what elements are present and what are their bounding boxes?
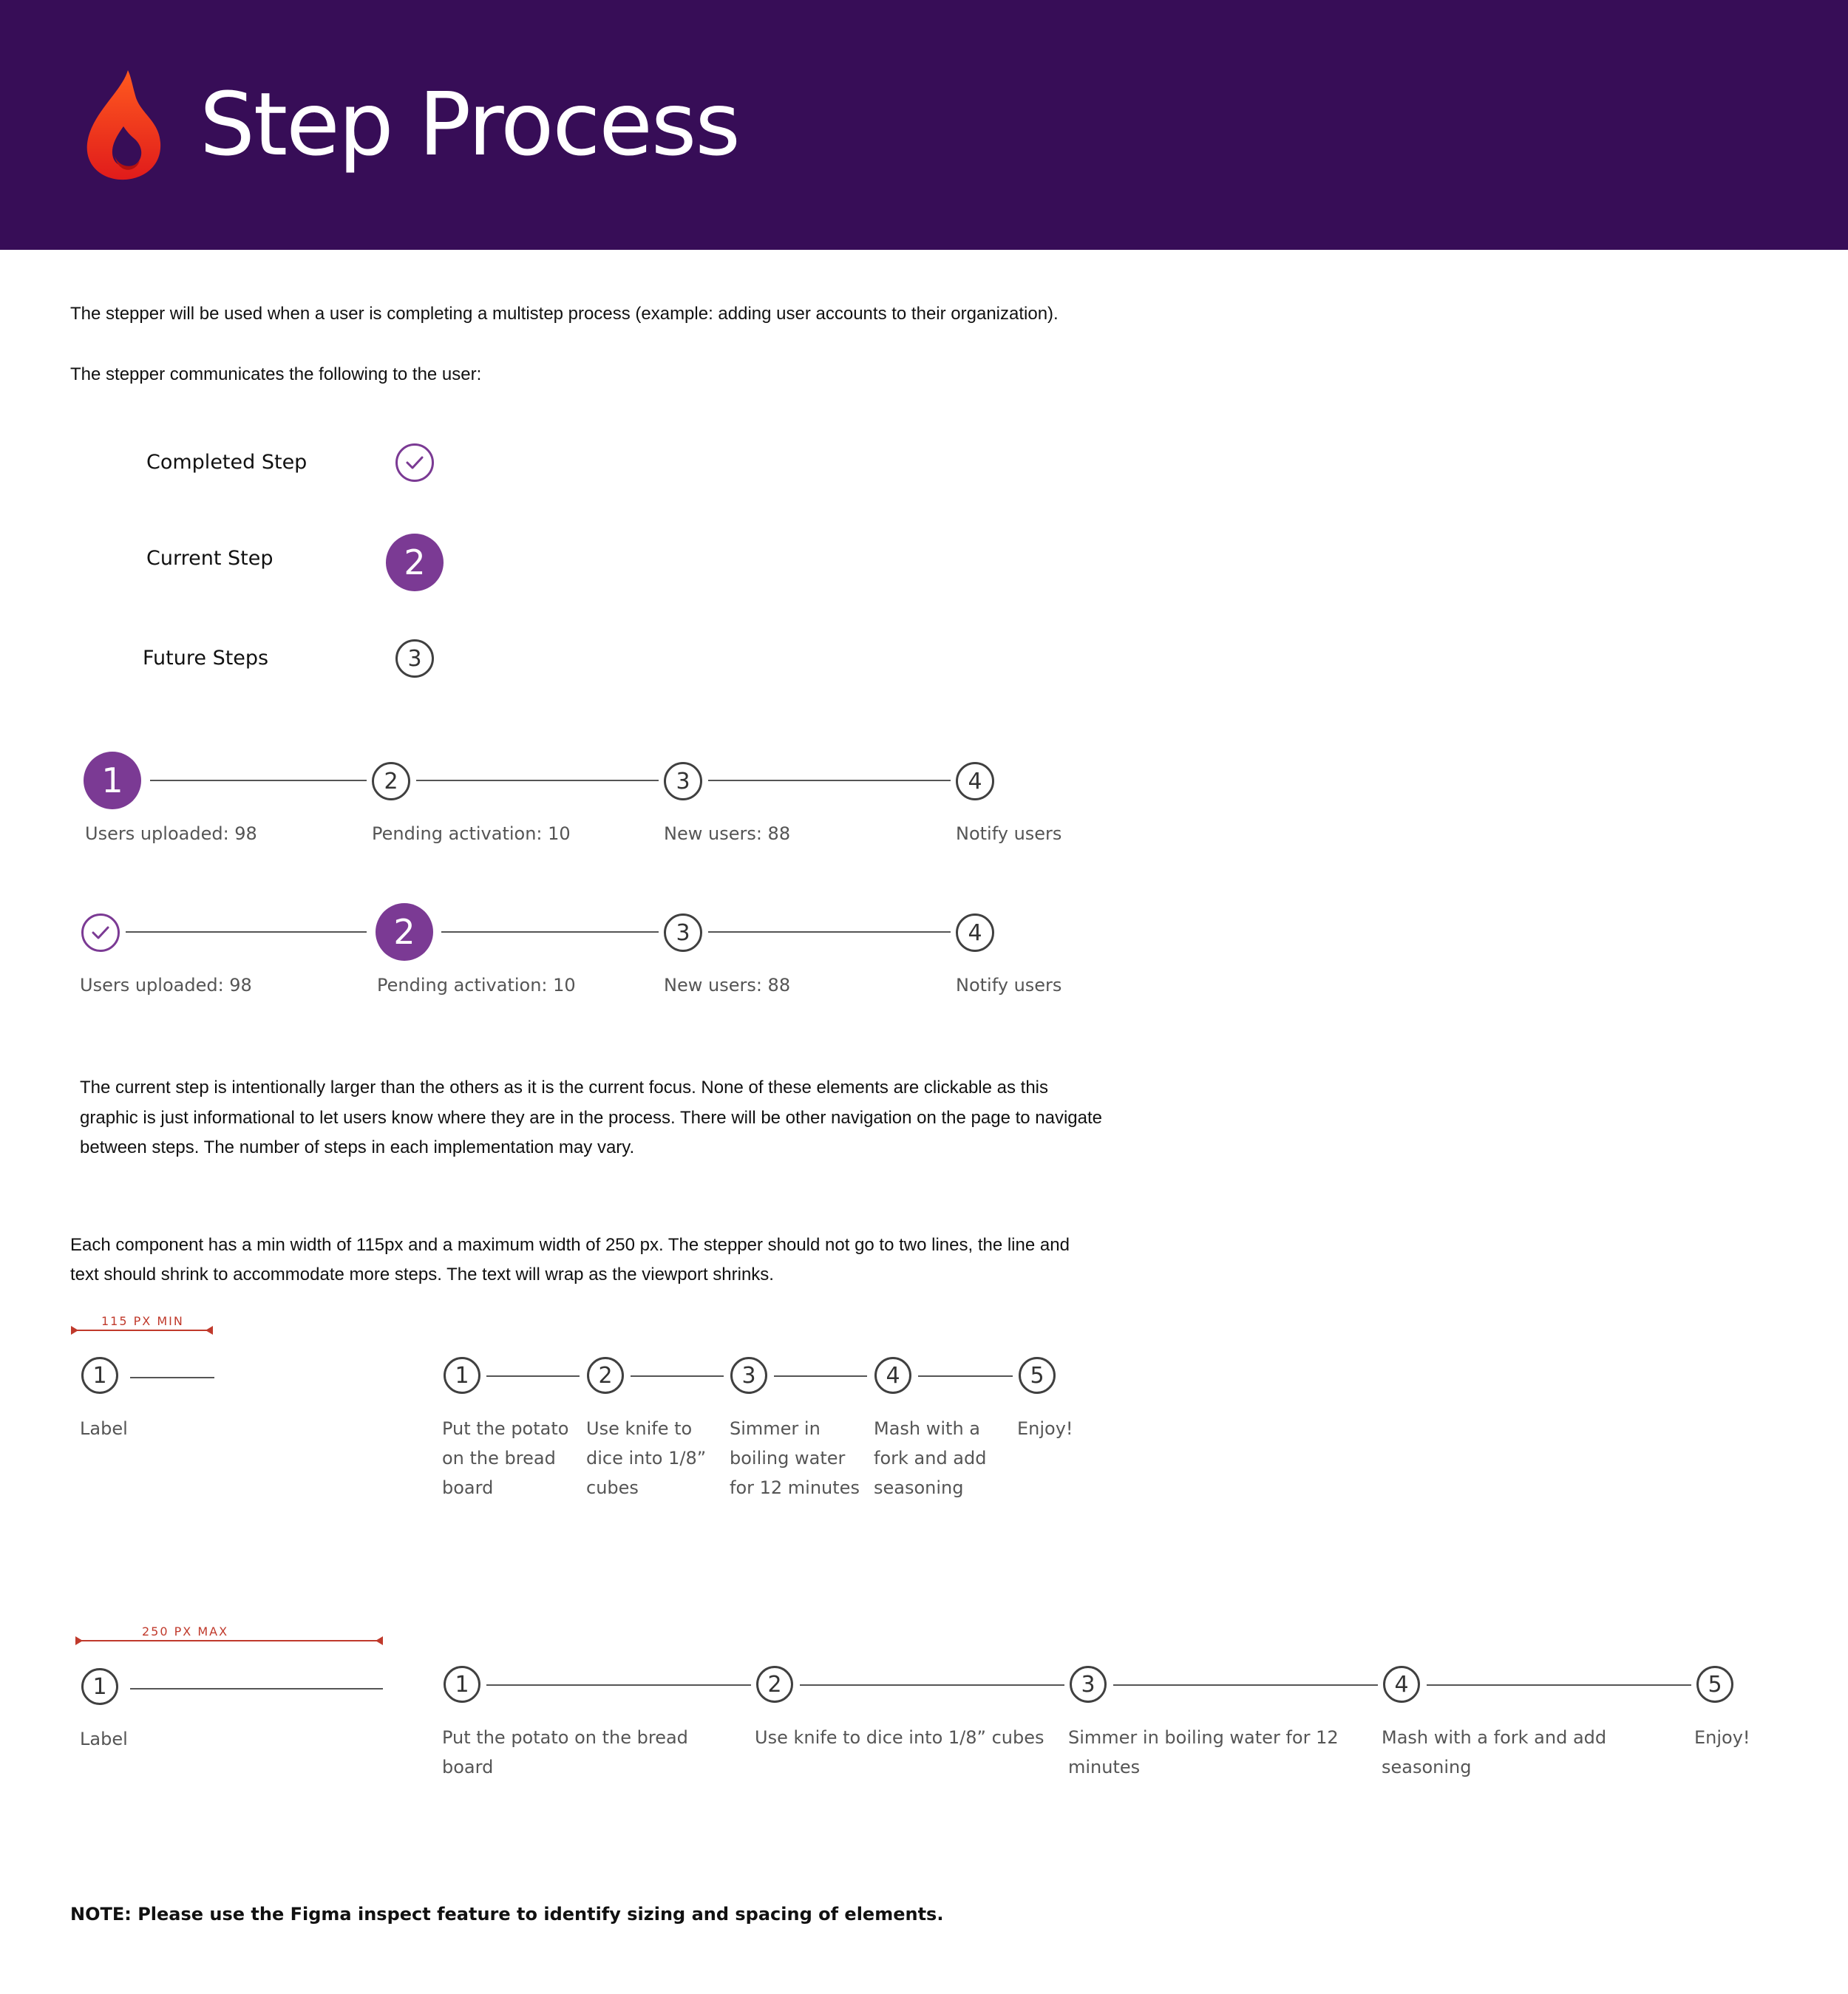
step-circle: 5 [1696,1666,1733,1703]
step-circle: 2 [756,1666,793,1703]
page-header [0,0,1848,250]
sizing-line: Each component has a min width of 115px and a maximum width of 250 px. The stepper should not go to two lines, the line and [70,1235,1070,1255]
step-connector [918,1375,1013,1377]
step-label: Users uploaded: 98 [85,823,257,844]
step-circle-current: 2 [376,903,433,961]
step-label: Mash with a fork and add seasoning [1382,1727,1607,1777]
description-line: between steps. The number of steps in each implementation may vary. [80,1137,635,1157]
step-connector [416,780,659,781]
sample-step-label: Label [80,1418,128,1439]
step-circle-future: 4 [956,762,994,800]
step-label: Notify users [956,823,1062,844]
measure-arrow-left [75,1636,83,1645]
figma-note: NOTE: Please use the Figma inspect feature to identify sizing and spacing of elements. [70,1904,944,1925]
step-connector [486,1684,751,1686]
measure-arrow-left [71,1326,78,1335]
step-circle: 3 [730,1357,767,1394]
current-step-icon: 2 [386,534,444,591]
step-label: Pending activation: 10 [372,823,571,844]
step-connector [800,1684,1064,1686]
completed-step-icon [395,443,434,482]
step-circle: 3 [1070,1666,1107,1703]
legend-current-label: Current Step [146,547,274,570]
step-label: Simmer in boiling water for 12 minutes [1068,1727,1339,1777]
step-circle: 4 [874,1357,911,1394]
step-label: New users: 88 [664,823,791,844]
measure-arrow-right [376,1636,383,1645]
page-title: Step Process [200,73,739,175]
step-circle: 5 [1019,1357,1056,1394]
step-connector [150,780,367,781]
step-label: Enjoy! [1694,1727,1750,1748]
step-connector [708,931,951,933]
step-circle: 1 [444,1666,480,1703]
step-circle: 1 [444,1357,480,1394]
measure-line [75,1640,383,1641]
step-connector [441,931,659,933]
min-measure-label: 115 PX MIN [101,1314,184,1328]
checkmark-icon [398,446,432,480]
measure-arrow-right [205,1326,213,1335]
step-label: Pending activation: 10 [377,975,576,996]
description-line: graphic is just informational to let users know where they are in the process. There will be other navigation on the page to navigate [80,1108,1103,1128]
step-label: Notify users [956,975,1062,996]
step-label: Put the potato on the bread board [442,1727,688,1777]
sample-step-label: Label [80,1729,128,1749]
step-label: New users: 88 [664,975,791,996]
checkmark-icon [84,916,118,950]
step-circle-current: 1 [84,752,141,809]
intro-subheading: The stepper communicates the following to the user: [70,364,482,384]
step-label: Use knife to dice into 1/8” cubes [755,1727,1044,1748]
step-connector [126,931,367,933]
step-connector [1427,1684,1691,1686]
step-label: Users uploaded: 98 [80,975,252,996]
measure-line [71,1330,213,1331]
legend-completed-label: Completed Step [146,451,308,474]
flame-logo-icon [85,69,163,181]
step-connector [1113,1684,1378,1686]
step-circle: 4 [1383,1666,1420,1703]
step-connector [774,1375,867,1377]
step-connector [130,1688,383,1690]
step-connector [486,1375,580,1377]
step-label: Enjoy! [1017,1418,1073,1439]
step-connector [708,780,951,781]
step-label: Put the potato on the bread board [442,1418,569,1498]
step-circle-completed [81,913,120,952]
sample-step-circle: 1 [81,1668,118,1705]
sample-step-circle: 1 [81,1357,118,1394]
step-label: Mash with a fork and add seasoning [874,1418,987,1498]
step-label: Simmer in boiling water for 12 minutes [730,1418,860,1498]
step-label: Use knife to dice into 1/8” cubes [586,1418,707,1498]
step-circle-future: 2 [372,762,410,800]
future-step-icon: 3 [395,639,434,678]
sizing-line: text should shrink to accommodate more steps. The text will wrap as the viewport shrinks. [70,1265,774,1284]
description-line: The current step is intentionally larger than the others as it is the current focus. None of these elements are clickable as this [80,1078,1049,1098]
step-circle-future: 4 [956,913,994,952]
intro-paragraph: The stepper will be used when a user is completing a multistep process (example: adding user accounts to their organization). [70,304,1059,324]
step-connector [631,1375,724,1377]
step-circle-future: 3 [664,762,702,800]
step-connector [130,1377,214,1378]
legend-future-label: Future Steps [143,647,269,670]
step-circle-future: 3 [664,913,702,952]
max-measure-label: 250 PX MAX [142,1624,229,1639]
step-circle: 2 [587,1357,624,1394]
